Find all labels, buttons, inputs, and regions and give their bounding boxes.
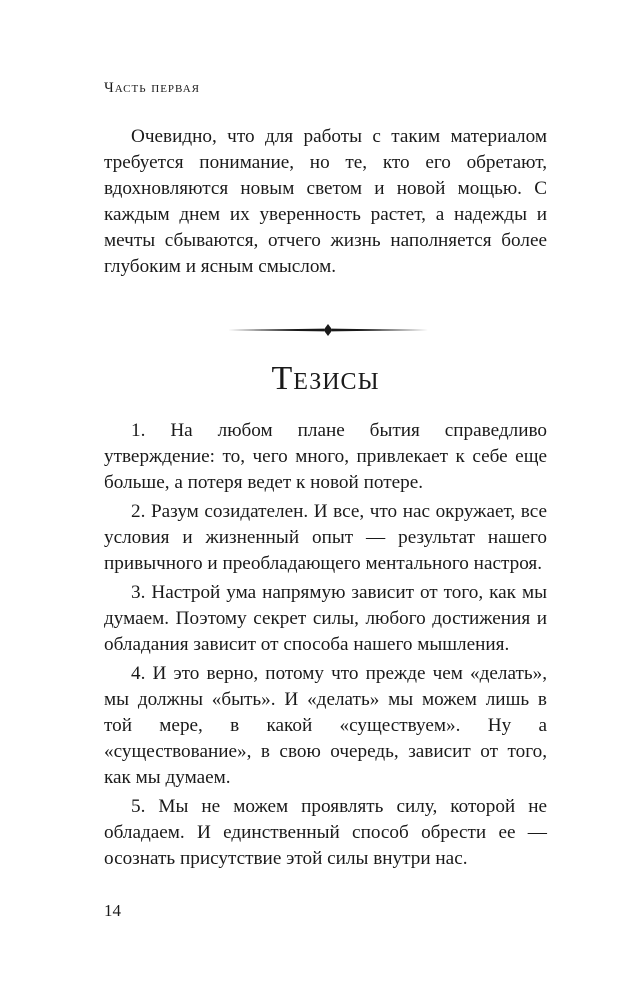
thesis-item: 5. Мы не можем проявлять силу, которой не обладаем. И единственный способ обрести ее — осознать присутствие этой силы внутри нас. [104,796,547,869]
section-title: Тезисы [271,360,380,397]
page-number: 14 [104,901,121,920]
thesis-item: 2. Разум созидателен. И все, что нас окружает, все условия и жизненный опыт — результат нашего привычного и преобладающего ментального настроя. [104,501,547,574]
intro-paragraph: Очевидно, что для работы с таким материалом требуется понимание, но те, кто его обретают, вдохновляются новым светом и новой мощью. С каждым днем их уверенность растет, а надежды и мечты сбываются, отчего жизнь наполняется более глубоким и ясным смыслом. [104,126,547,277]
thesis-item: 3. Настрой ума напрямую зависит от того, как мы думаем. Поэтому секрет силы, любого достижения и обладания зависит от способа нашего мышления. [104,582,547,655]
section-divider-ornament [228,323,428,337]
theses-list [104,418,547,875]
running-header [104,80,200,97]
thesis-item: 4. И это верно, потому что прежде чем «делать», мы должны «быть». И «делать» мы можем лишь в той мере, в какой «существуем». Ну а «существование», в свою очередь, зависит от того, как мы думаем. [104,663,547,788]
intro-section [104,124,547,280]
running-header-title: Часть первая [104,80,200,96]
thesis-item: 1. На любом плане бытия справедливо утверждение: то, чего много, привлекает к себе еще больше, а потеря ведет к новой потере. [104,420,547,493]
